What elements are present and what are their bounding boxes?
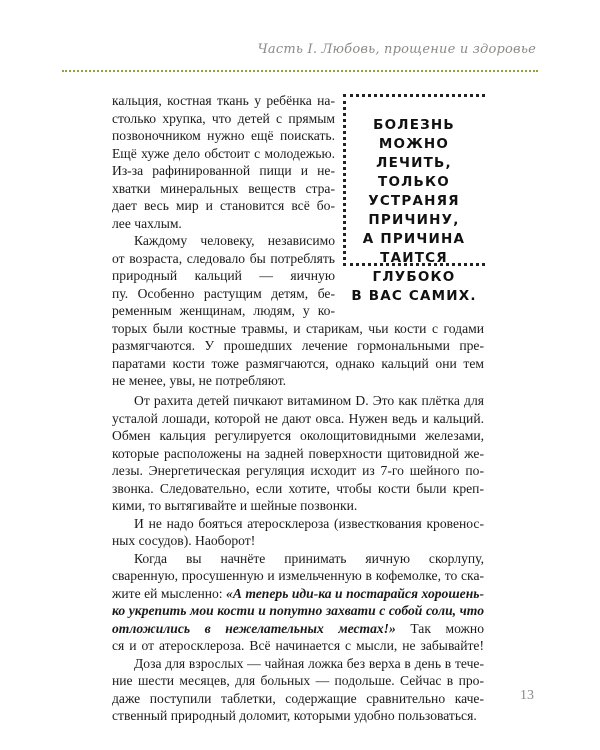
text-line: ременным женщинам, людям, у ко- — [112, 303, 335, 318]
text-line: кальция, костная ткань у ребёнка на- — [112, 93, 335, 108]
text-line: звонка. Следовательно, если хотите, чтобы кости были креп- — [112, 480, 484, 496]
text-line: природный кальций — яичную — [112, 268, 335, 283]
text-line: от возраста, следовало бы потреблять — [112, 250, 335, 266]
running-header — [0, 42, 600, 62]
text-line: И не надо бояться атеросклероза (известкования кровенос- — [134, 515, 484, 531]
pull-quote-line: А ПРИЧИНА — [362, 231, 466, 247]
text-line: хватки минеральных веществ стра- — [112, 180, 335, 196]
text-line: Когда вы начнёте принимать яичную скорлупу, — [134, 550, 484, 566]
text-line: Ещё хуже дело обстоит с молодежью. — [112, 145, 335, 161]
text-line: пу. Особенно растущим детям, бе- — [112, 285, 335, 301]
pull-quote-line: ПРИЧИНУ, — [368, 212, 460, 228]
pull-quote-line: ТАИТСЯ — [380, 250, 448, 266]
page-number: 13 — [520, 688, 534, 703]
pull-quote-line: В ВАС САМИХ. — [351, 288, 477, 304]
text-line: паратами кости тоже размягчаются, однако кальций они тем — [112, 355, 484, 371]
text-line: лезы. Энергетическая регуляция исходит из 7-го шейного по- — [112, 463, 484, 478]
text-line: позвоночником нужно ещё поискать. — [112, 128, 335, 143]
text-line — [112, 620, 484, 638]
pull-quote-line: УСТРАНЯЯ — [368, 193, 460, 209]
chapter-title: Часть I. Любовь, прощение и здоровье — [257, 42, 536, 57]
text-line: усталой лошади, которой не дают овса. Нужен ведь и кальций. — [112, 410, 484, 426]
text-line: ственный природный доломит, которыми удобно пользоваться. — [112, 708, 477, 723]
text-line: ние шести месяцев, для больных — подольше. Сейчас в про- — [112, 673, 484, 688]
header-divider — [62, 70, 538, 72]
text-line: От рахита детей пичкают витамином D. Это как плётка для — [134, 393, 484, 408]
text-line: не менее, увы, не потребляют. — [112, 373, 287, 388]
text-line: сваренную, просушенную и измельченную в кофемолке, то ска- — [112, 568, 484, 583]
text-fragment: жите ей мысленно: — [112, 585, 223, 601]
text-line — [112, 585, 484, 603]
text-line: Обмен кальция регулируется околощитовидными железами, — [112, 428, 484, 443]
text-line: торых были костные травмы, и старикам, чьи кости с годами — [112, 320, 484, 336]
text-line: Из-за рафинированной пищи и не- — [112, 163, 335, 178]
text-line: кими, то вытягивайте и шейные позвонки. — [112, 498, 358, 513]
text-line: Каждому человеку, независимо — [134, 233, 335, 248]
text-line: которые расположены на задней поверхности щитовидной же- — [112, 445, 484, 461]
body-text — [112, 392, 484, 725]
text-line: даже поступили таблетки, содержащие сравнительно каче- — [112, 690, 484, 706]
pull-quote-line: ТОЛЬКО — [378, 174, 450, 190]
text-line: дает весь мир и становится всё бо- — [112, 198, 335, 213]
emphasis-line: ко укрепить мои кости и попутно захвати с собой соли, что — [112, 603, 484, 618]
pull-quote-line: ГЛУБОКО — [372, 269, 456, 285]
text-fragment: Так можно — [410, 620, 484, 636]
emphasis-text: отложились в нежелательных местах!» — [112, 620, 396, 636]
text-line: Доза для взрослых — чайная ложка без верха в день в тече- — [134, 655, 484, 671]
text-line: размягчаются. У прошедших лечение гормональными пре- — [112, 338, 484, 353]
text-line: ных сосудов). Наоборот! — [112, 533, 256, 548]
pull-quote-line: МОЖНО ЛЕЧИТЬ, — [376, 136, 452, 171]
text-line: столько хрупка, что детей с прямым — [112, 110, 335, 126]
pull-quote-line: БОЛЕЗНЬ — [373, 117, 455, 133]
text-line: ся и от атеросклероза. Всё начинается с мысли, не забывайте! — [112, 638, 484, 653]
body-text — [112, 92, 484, 390]
emphasis-text: «А теперь иди-ка и постарайся хорошень- — [226, 585, 484, 601]
text-line: лее чахлым. — [112, 215, 182, 231]
